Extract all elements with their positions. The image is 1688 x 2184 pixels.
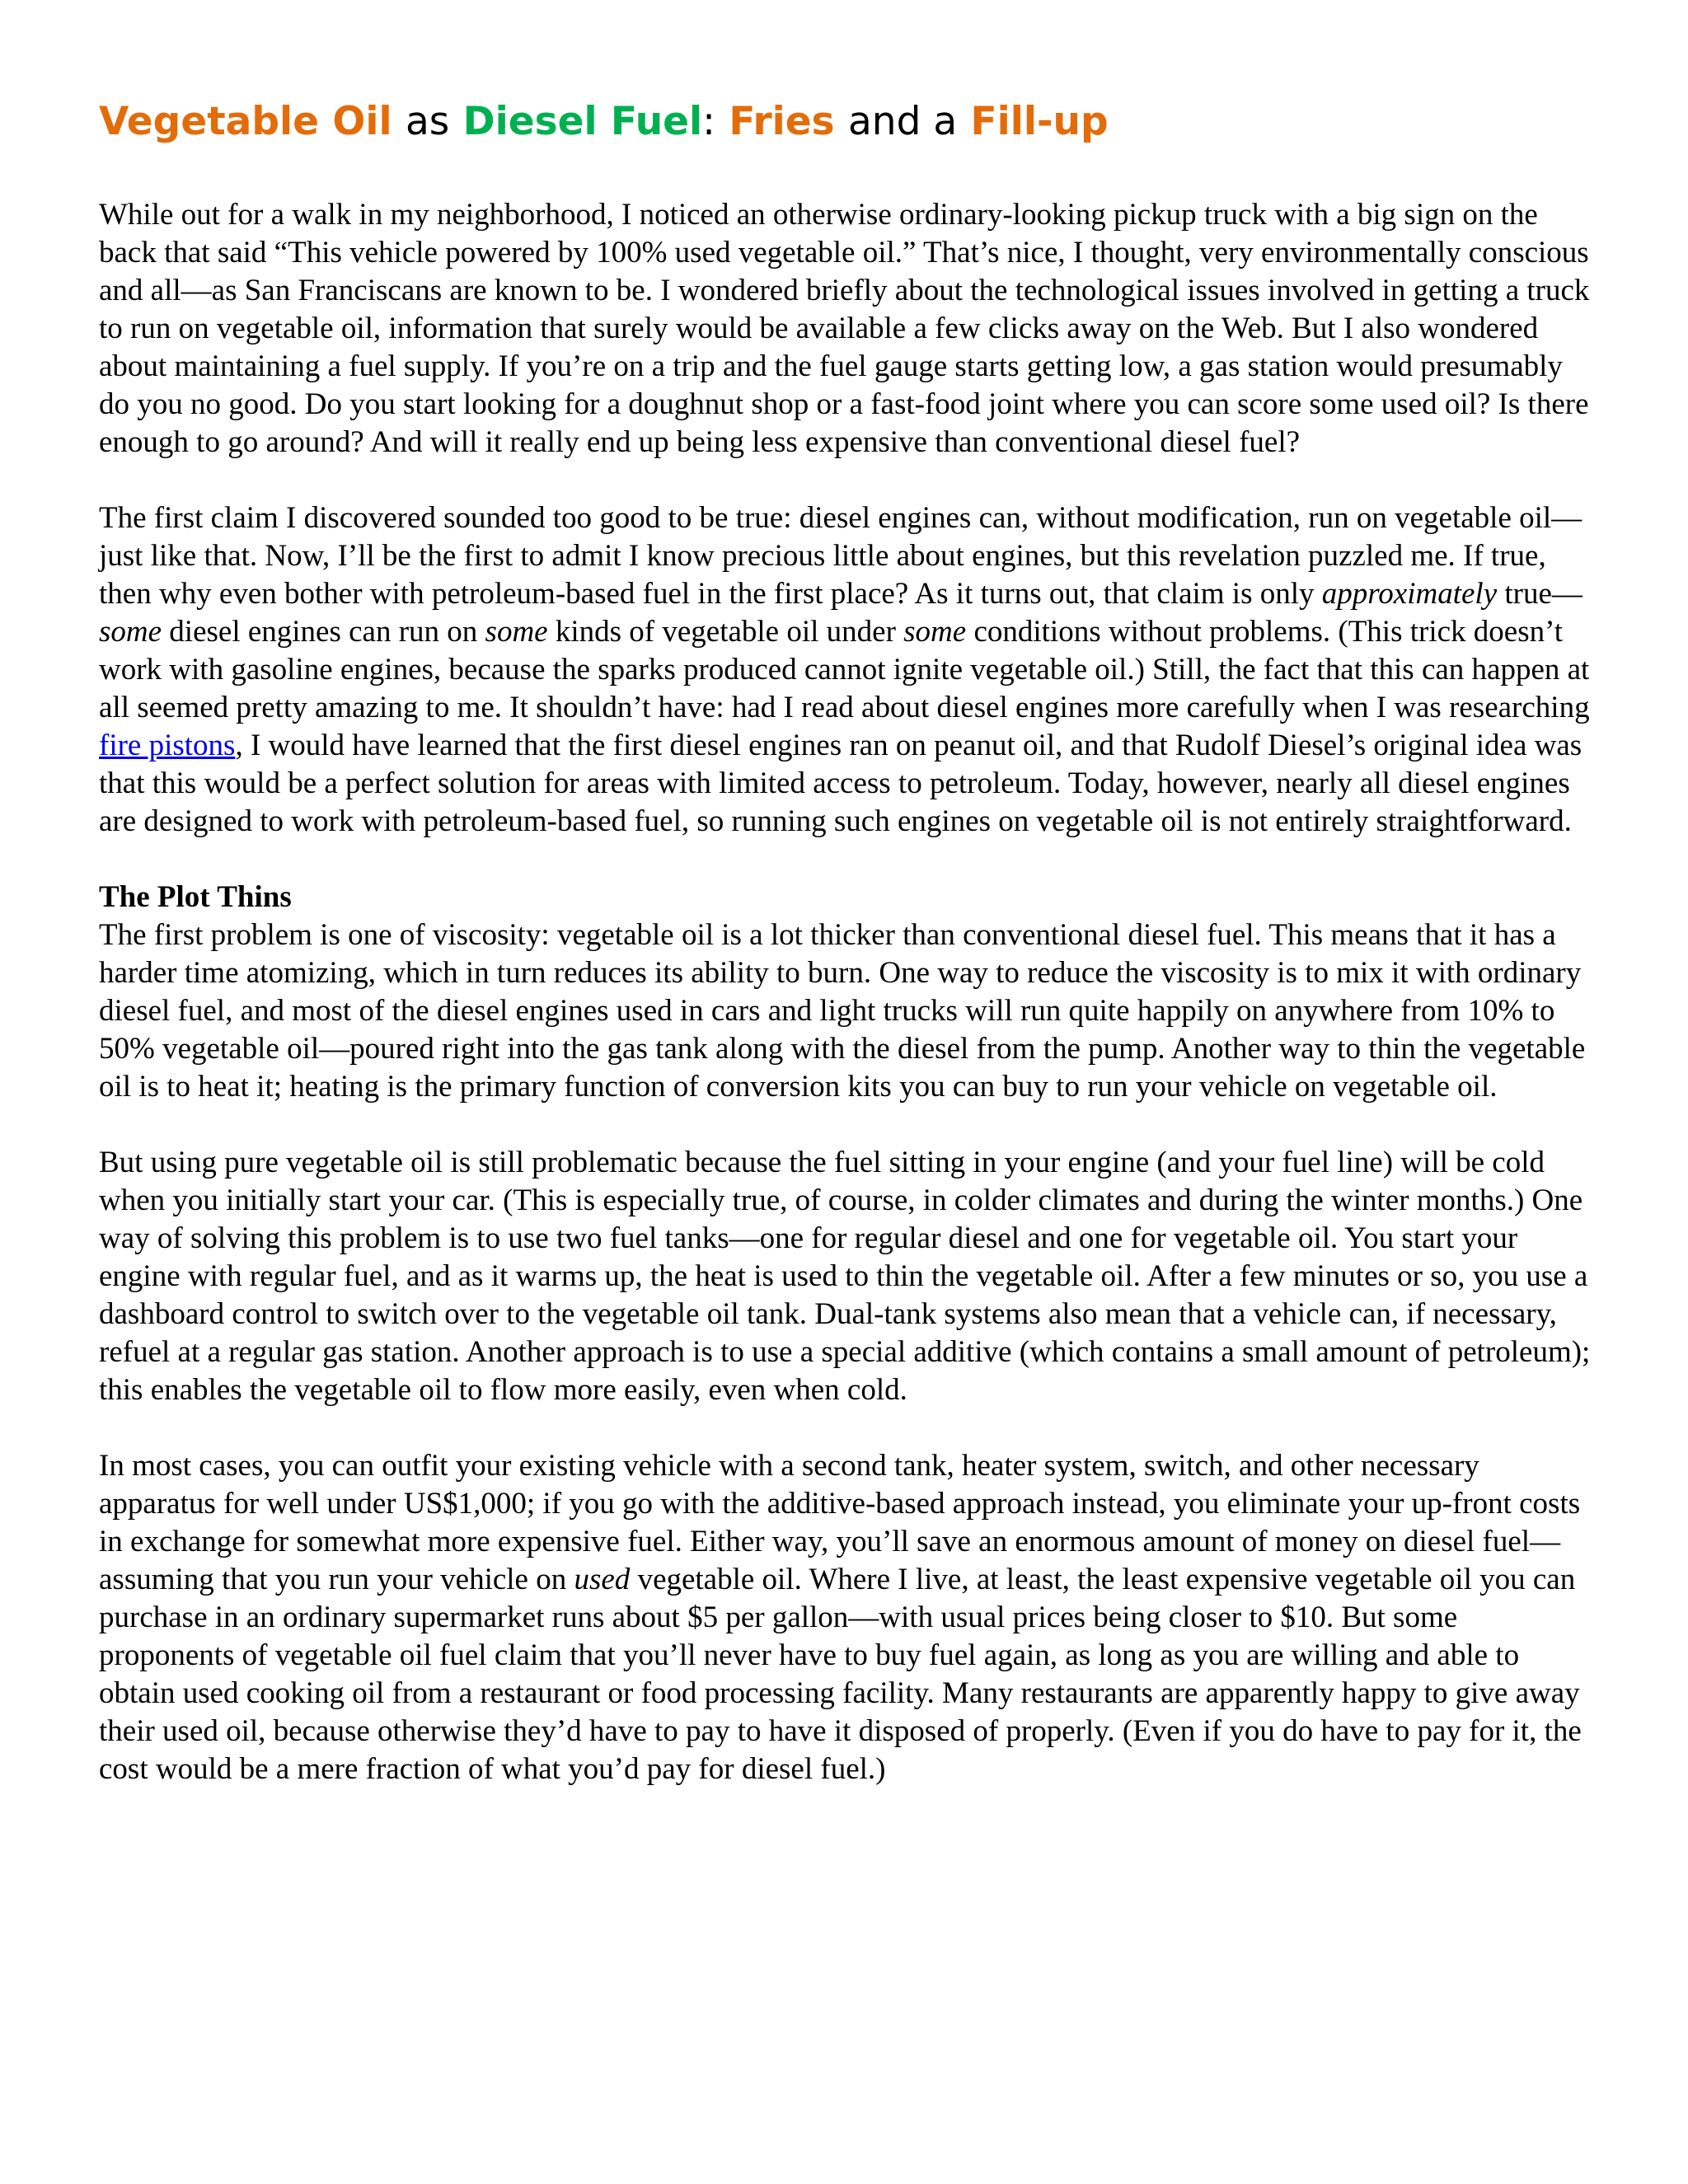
paragraph-costs	[99, 1447, 1591, 1788]
title-as: as	[405, 99, 450, 144]
title-fries: Fries	[729, 99, 835, 144]
text-span: The first claim I discovered sounded too good to be true: diesel engines can, without modification, run on vegetable oil—just like that. Now, I’ll be the first to admit I know precious little about engines, but this revelation puzzled me. If true, then why even bother with petroleum-based fuel in the first place? As it turns out, that claim is only	[99, 501, 1582, 612]
paragraph-first-claim	[99, 499, 1591, 841]
section-heading: The Plot Thins	[99, 880, 292, 915]
article-body	[99, 196, 1591, 1788]
text-span: vegetable oil. Where I live, at least, the least expensive vegetable oil you can purchase in an ordinary supermarket runs about $5 per gallon—with usual prices being closer to $10. But some proponents of vegetable oil fuel claim that you’ll never have to buy fuel again, as long as you are willing and able to obtain used cooking oil from a restaurant or food processing facility. Many restaurants are apparently happy to give away their used oil, because otherwise they’d have to pay to have it disposed of properly. (Even if you do have to pay for it, the cost would be a mere fraction of what you’d pay for diesel fuel.)	[99, 1563, 1582, 1787]
paragraph-intro: While out for a walk in my neighborhood, I noticed an otherwise ordinary-looking pickup truck with a big sign on the back that said “This vehicle powered by 100% used vegetable oil.” That’s nice, I thought, very environmentally conscious and all—as San Franciscans are known to be. I wondered briefly about the technological issues involved in getting a truck to run on vegetable oil, information that surely would be available a few clicks away on the Web. But I also wondered about maintaining a fuel supply. If you’re on a trip and the fuel gauge starts getting low, a gas station would presumably do you no good. Do you start looking for a doughnut shop or a fast-food joint where you can score some used oil? Is there enough to go around? And will it really end up being less expensive than conventional diesel fuel?	[99, 198, 1590, 460]
text-span: In most cases, you can outfit your existing vehicle with a second tank, heater system, switch, and other necessary apparatus for well under US$1,000; if you go with the additive-based approach instead, you eliminate your up-front costs in exchange for somewhat more expensive fuel. Either way, you’ll save an enormous amount of money on diesel fuel—assuming that you run your vehicle on	[99, 1449, 1581, 1597]
title-diesel-fuel: Diesel Fuel	[462, 99, 703, 144]
title-and-a: and a	[848, 99, 958, 144]
fire-pistons-link[interactable]: fire pistons	[99, 729, 236, 763]
article-title	[99, 99, 1591, 145]
paragraph-viscosity: The first problem is one of viscosity: vegetable oil is a lot thicker than conventional diesel fuel. This means that it has a harder time atomizing, which in turn reduces its ability to burn. One way to reduce the viscosity is to mix it with ordinary diesel fuel, and most of the diesel engines used in cars and light trucks will run quite happily on anywhere from 10% to 50% vegetable oil—poured right into the gas tank along with the diesel from the pump. Another way to thin the vegetable oil is to heat it; heating is the primary function of conversion kits you can buy to run your vehicle on vegetable oil.	[99, 918, 1586, 1104]
title-vegetable-oil: Vegetable Oil	[99, 99, 392, 144]
emphasis-approximately: approximately	[1321, 577, 1498, 612]
document-page	[99, 99, 1591, 1788]
emphasis-some: some	[903, 615, 967, 649]
title-colon: :	[702, 99, 715, 144]
title-fill-up: Fill-up	[970, 99, 1109, 144]
text-span: diesel engines can run on	[162, 615, 485, 649]
text-span: conditions without problems. (This trick doesn’t work with gasoline engines, because the sparks produced cannot ignite vegetable oil.) Still, the fact that this can happen at all seemed pretty amazing to me. It shouldn’t have: had I read about diesel engines more carefully when I was researching	[99, 615, 1590, 725]
emphasis-some: some	[99, 615, 162, 649]
text-span: true—	[1497, 577, 1582, 612]
paragraph-pure-oil: But using pure vegetable oil is still problematic because the fuel sitting in your engine (and your fuel line) will be cold when you initially start your car. (This is especially true, of course, in colder climates and during the winter months.) One way of solving this problem is to use two fuel tanks—one for regular diesel and one for vegetable oil. You start your engine with regular fuel, and as it warms up, the heat is used to thin the vegetable oil. After a few minutes or so, you use a dashboard control to switch over to the vegetable oil tank. Dual-tank systems also mean that a vehicle can, if necessary, refuel at a regular gas station. Another approach is to use a special additive (which contains a small amount of petroleum); this enables the vegetable oil to flow more easily, even when cold.	[99, 1146, 1591, 1408]
emphasis-used: used	[574, 1563, 631, 1597]
text-span: kinds of vegetable oil under	[547, 615, 904, 649]
emphasis-some: some	[485, 615, 548, 649]
text-span: , I would have learned that the first diesel engines ran on peanut oil, and that Rudolf Diesel’s original idea was that this would be a perfect solution for areas with limited access to petroleum. Today, however, nearly all diesel engines are designed to work with petroleum-based fuel, so running such engines on vegetable oil is not entirely straightforward.	[99, 729, 1582, 839]
